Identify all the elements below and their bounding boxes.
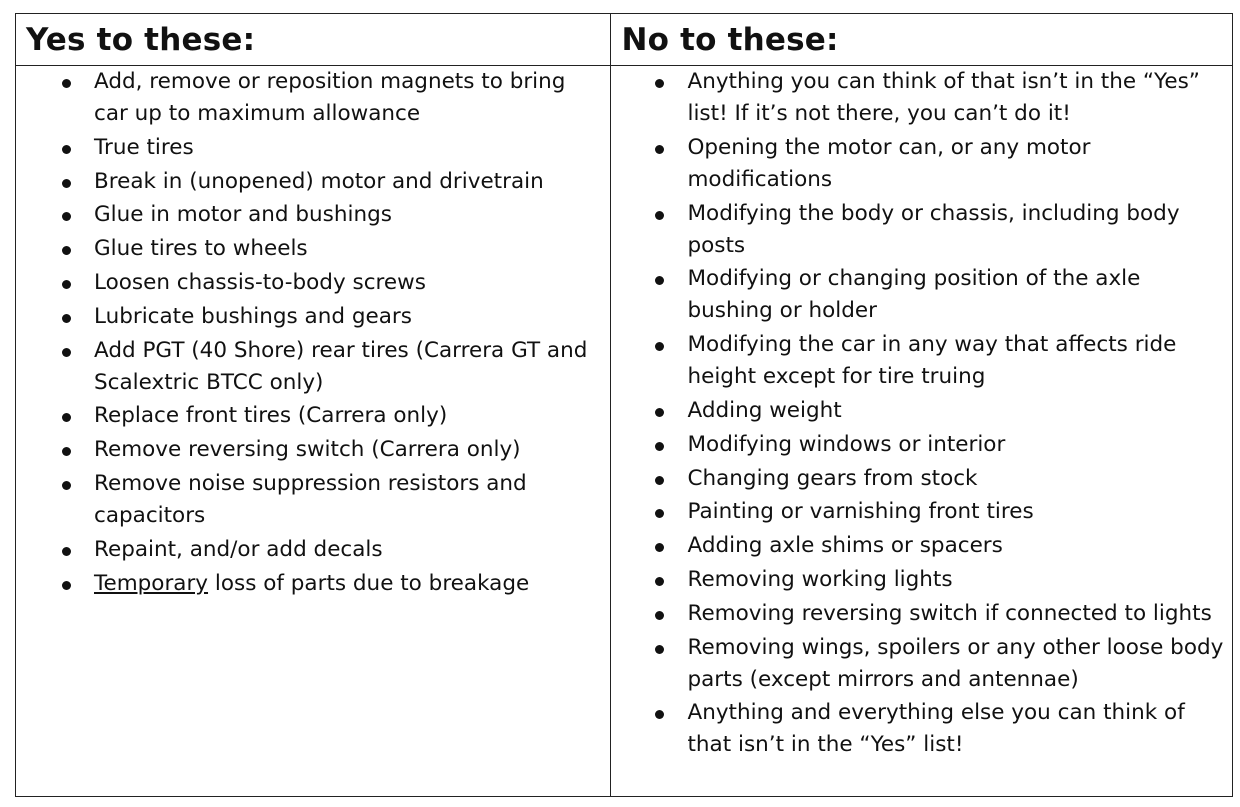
bullet-icon — [62, 79, 71, 88]
no-list — [611, 66, 1232, 761]
bullet-icon — [655, 611, 664, 620]
list-item-text: Glue tires to wheels — [94, 236, 308, 262]
list-item — [16, 434, 610, 466]
list-item — [16, 400, 610, 432]
list-item-text: Glue in motor and bushings — [94, 202, 392, 228]
no-column — [611, 66, 1233, 797]
list-item — [16, 267, 610, 299]
bullet-icon — [655, 79, 664, 88]
bullet-icon — [62, 179, 71, 188]
list-item — [611, 598, 1232, 630]
bullet-icon — [62, 481, 71, 490]
bullet-icon — [62, 280, 71, 289]
list-item — [16, 568, 610, 600]
bullet-icon — [655, 509, 664, 518]
no-header: No to these: — [611, 14, 1233, 66]
temporary-emphasis: Temporary — [94, 570, 209, 596]
list-item-text: Removing reversing switch if connected to lights — [687, 600, 1212, 626]
list-item — [611, 496, 1232, 528]
list-item — [611, 395, 1232, 427]
bullet-icon — [655, 710, 664, 719]
yes-list — [16, 66, 610, 600]
list-item — [16, 301, 610, 333]
list-item-text: Modifying the car in any way that affects ride height except for tire truing — [687, 332, 1177, 390]
list-item — [16, 335, 610, 399]
content-row — [16, 66, 1233, 797]
bullet-icon — [655, 577, 664, 586]
list-item — [611, 132, 1232, 196]
list-item-text: Adding axle shims or spacers — [687, 533, 1003, 559]
list-item — [611, 697, 1232, 761]
bullet-icon — [655, 211, 664, 220]
list-item — [611, 632, 1232, 696]
list-item-text: Repaint, and/or add decals — [94, 536, 383, 562]
list-item-text: Modifying windows or interior — [687, 431, 1006, 457]
list-item-text: Break in (unopened) motor and drivetrain — [94, 168, 544, 194]
bullet-icon — [62, 246, 71, 255]
list-item — [611, 463, 1232, 495]
list-item — [16, 66, 610, 130]
list-item — [16, 132, 610, 164]
list-item — [16, 199, 610, 231]
list-item-text: Modifying or changing position of the axle bushing or holder — [687, 266, 1141, 324]
list-item-text: Replace front tires (Carrera only) — [94, 403, 448, 429]
list-item-text: Modifying the body or chassis, including body posts — [687, 200, 1180, 258]
bullet-icon — [62, 413, 71, 422]
bullet-icon — [62, 314, 71, 323]
yes-header: Yes to these: — [16, 14, 611, 66]
list-item-text: Add, remove or reposition magnets to bring car up to maximum allowance — [94, 69, 566, 126]
bullet-icon — [655, 342, 664, 351]
list-item-text: Loosen chassis-to-body screws — [94, 269, 426, 295]
list-item — [611, 329, 1232, 393]
list-item-text: Changing gears from stock — [687, 465, 978, 491]
bullet-icon — [655, 543, 664, 552]
list-item-text: loss of parts due to breakage — [208, 570, 530, 596]
bullet-icon — [62, 581, 71, 590]
bullet-icon — [655, 145, 664, 154]
rules-table — [15, 13, 1233, 797]
list-item — [611, 263, 1232, 327]
bullet-icon — [655, 442, 664, 451]
list-item — [611, 429, 1232, 461]
list-item-text: Anything you can think of that isn’t in the “Yes” list! If it’s not there, you can’t do it! — [687, 69, 1200, 126]
list-item-text: Add PGT (40 Shore) rear tires (Carrera GT and Scalextric BTCC only) — [94, 337, 588, 395]
bullet-icon — [62, 447, 71, 456]
list-item — [16, 534, 610, 566]
bullet-icon — [62, 348, 71, 357]
bullet-icon — [62, 145, 71, 154]
bullet-icon — [62, 212, 71, 221]
list-item — [16, 166, 610, 198]
bullet-icon — [655, 645, 664, 654]
list-item-text: Painting or varnishing front tires — [687, 499, 1034, 525]
bullet-icon — [655, 408, 664, 417]
list-item-text: Adding weight — [687, 397, 842, 423]
list-item — [16, 468, 610, 532]
list-item — [611, 198, 1232, 262]
list-item — [16, 233, 610, 265]
bullet-icon — [655, 276, 664, 285]
list-item — [611, 564, 1232, 596]
list-item-text: Anything and everything else you can think of that isn’t in the “Yes” list! — [687, 700, 1185, 758]
list-item-text: Opening the motor can, or any motor modifications — [687, 134, 1091, 192]
list-item-text: Remove reversing switch (Carrera only) — [94, 437, 521, 463]
header-row — [16, 14, 1233, 66]
bullet-icon — [62, 547, 71, 556]
list-item-text: Removing working lights — [687, 566, 953, 592]
list-item — [611, 66, 1232, 130]
list-item-text: Remove noise suppression resistors and capacitors — [94, 470, 527, 528]
bullet-icon — [655, 476, 664, 485]
list-item — [611, 530, 1232, 562]
yes-column — [16, 66, 611, 797]
list-item-text: Lubricate bushings and gears — [94, 303, 412, 329]
list-item-text: Removing wings, spoilers or any other loose body parts (except mirrors and antennae) — [687, 634, 1224, 692]
list-item-text: True tires — [94, 134, 194, 160]
